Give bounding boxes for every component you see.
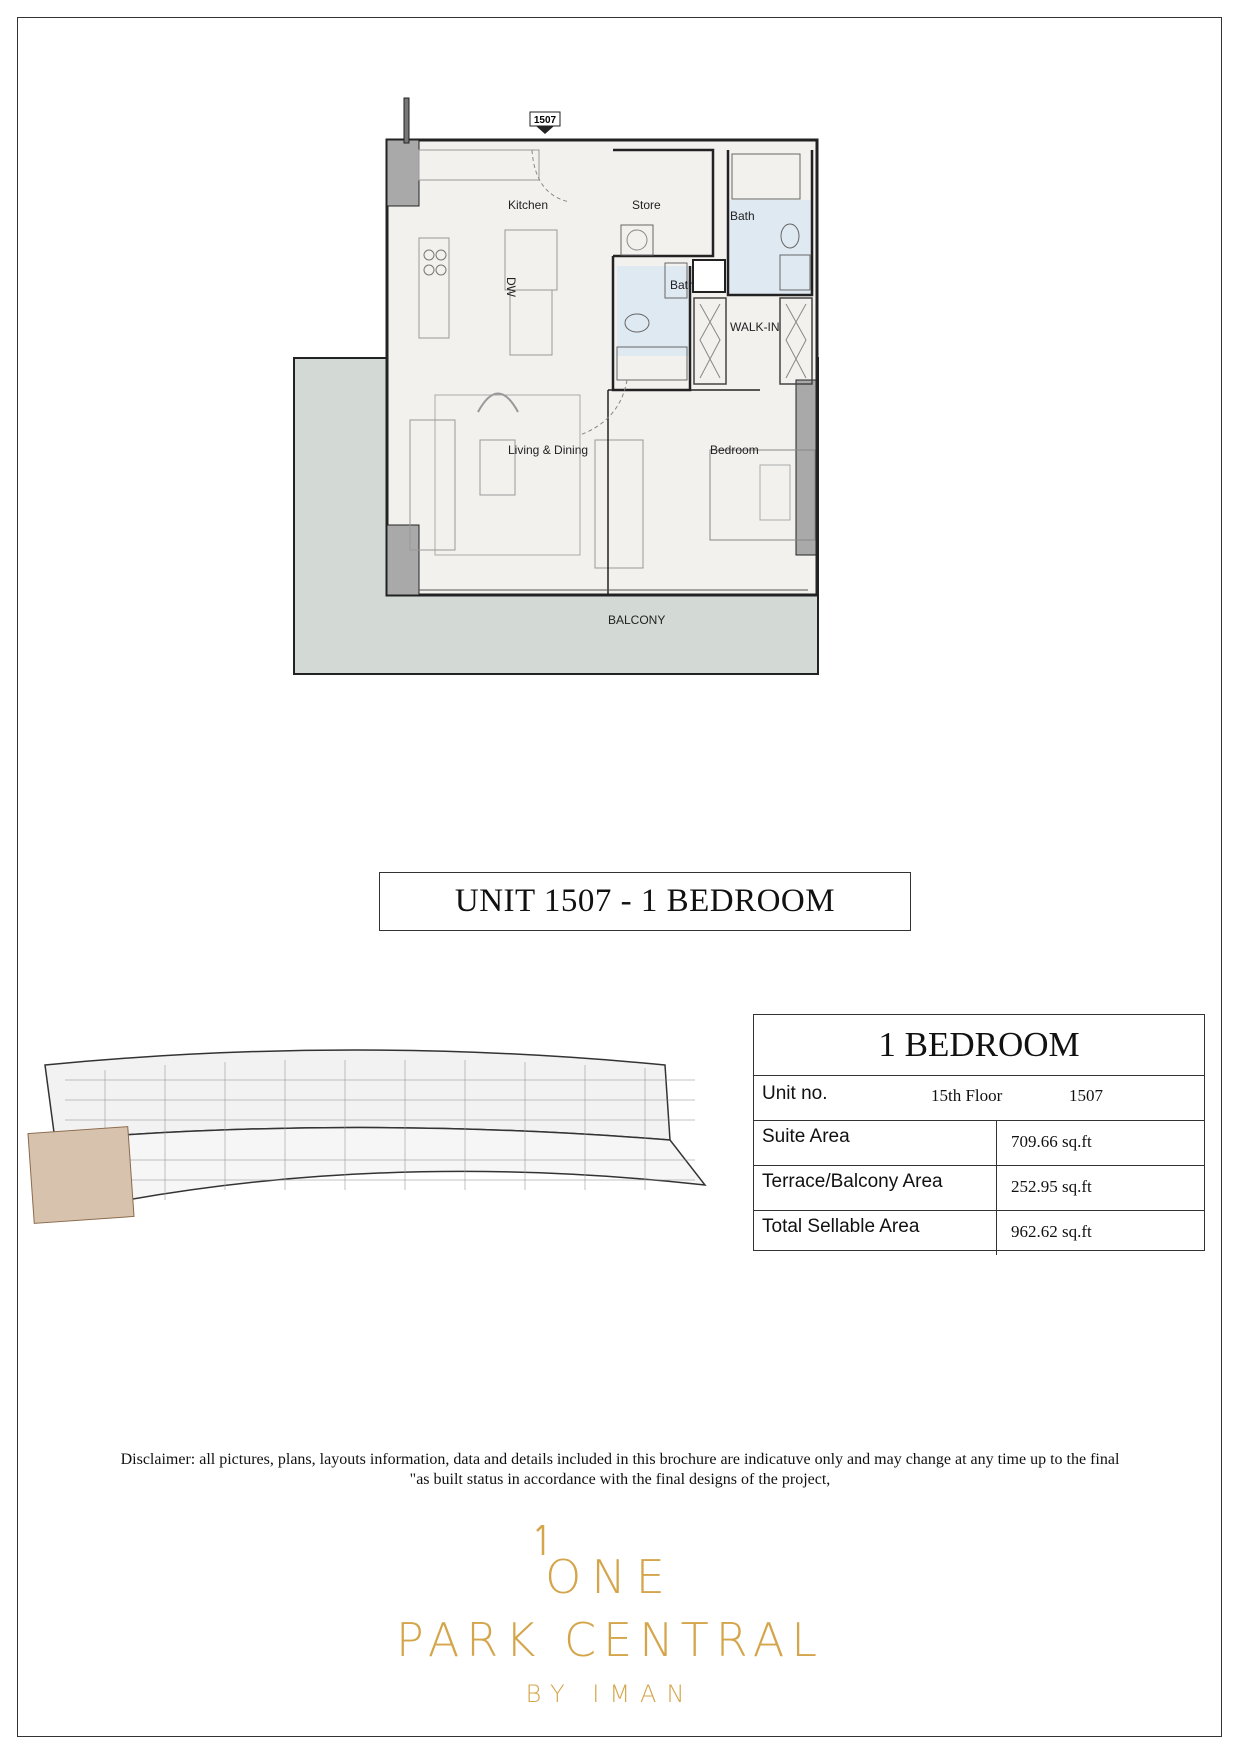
building-lower-wing xyxy=(55,1128,705,1206)
brand-line-3: BY IMAN xyxy=(525,1680,695,1708)
brand-line-2: PARK CENTRAL xyxy=(396,1613,824,1667)
column xyxy=(796,380,816,555)
shaft xyxy=(693,260,725,292)
spec-row xyxy=(754,1166,1204,1211)
spec-table xyxy=(753,1014,1205,1251)
room-label-bedroom: Bedroom xyxy=(710,443,759,457)
spec-unit-row xyxy=(754,1076,1204,1121)
floor-plan xyxy=(280,90,900,750)
spec-row-label: Total Sellable Area xyxy=(754,1211,997,1255)
brand-line-1: ONE xyxy=(545,1550,675,1604)
highlighted-unit xyxy=(28,1127,134,1224)
room-label-kitchen: Kitchen xyxy=(508,198,549,212)
unit-tag: 1507 xyxy=(533,115,557,126)
spec-row xyxy=(754,1211,1204,1255)
room-label-dw: DW xyxy=(504,277,518,297)
pole xyxy=(404,98,409,143)
column xyxy=(387,525,419,595)
spec-row-value: 252.95 sq.ft xyxy=(1011,1177,1092,1196)
floor-value: 15th Floor xyxy=(931,1086,1003,1105)
key-plan xyxy=(25,1040,735,1230)
spec-row-value: 709.66 sq.ft xyxy=(1011,1132,1092,1151)
room-label-living-dining: Living & Dining xyxy=(508,443,589,457)
unit-no-value: 1507 xyxy=(1069,1086,1103,1105)
spec-row-label: Terrace/Balcony Area xyxy=(754,1166,997,1210)
disclaimer-line-2: "as built status in accordance with the final designs of the project, xyxy=(409,1471,831,1488)
room-label-bath-1: Bath xyxy=(730,209,755,223)
disclaimer-line-1: Disclaimer: all pictures, plans, layouts information, data and details included in this brochure are indicatuve only and may change at any time up to the final xyxy=(120,1451,1120,1468)
spec-row-label: Suite Area xyxy=(754,1121,997,1165)
spec-row xyxy=(754,1121,1204,1166)
room-label-bath-2: Bath xyxy=(670,278,695,292)
disclaimer xyxy=(60,1450,1180,1490)
column xyxy=(387,140,419,206)
room-label-store: Store xyxy=(632,198,661,212)
key-plan-drawing xyxy=(25,1040,735,1230)
brand-logo xyxy=(380,1525,840,1725)
floor-plan-drawing xyxy=(280,90,900,750)
room-label-balcony: BALCONY xyxy=(608,613,666,627)
unit-no-label: Unit no. xyxy=(762,1083,828,1104)
unit-title: UNIT 1507 - 1 BEDROOM xyxy=(379,872,911,931)
room-label-walk-in: WALK-IN xyxy=(730,320,780,334)
building-upper-wing xyxy=(45,1050,670,1140)
spec-row-value: 962.62 sq.ft xyxy=(1011,1222,1092,1241)
spec-heading: 1 BEDROOM xyxy=(754,1015,1204,1076)
unit-tag-arrow xyxy=(536,126,554,134)
